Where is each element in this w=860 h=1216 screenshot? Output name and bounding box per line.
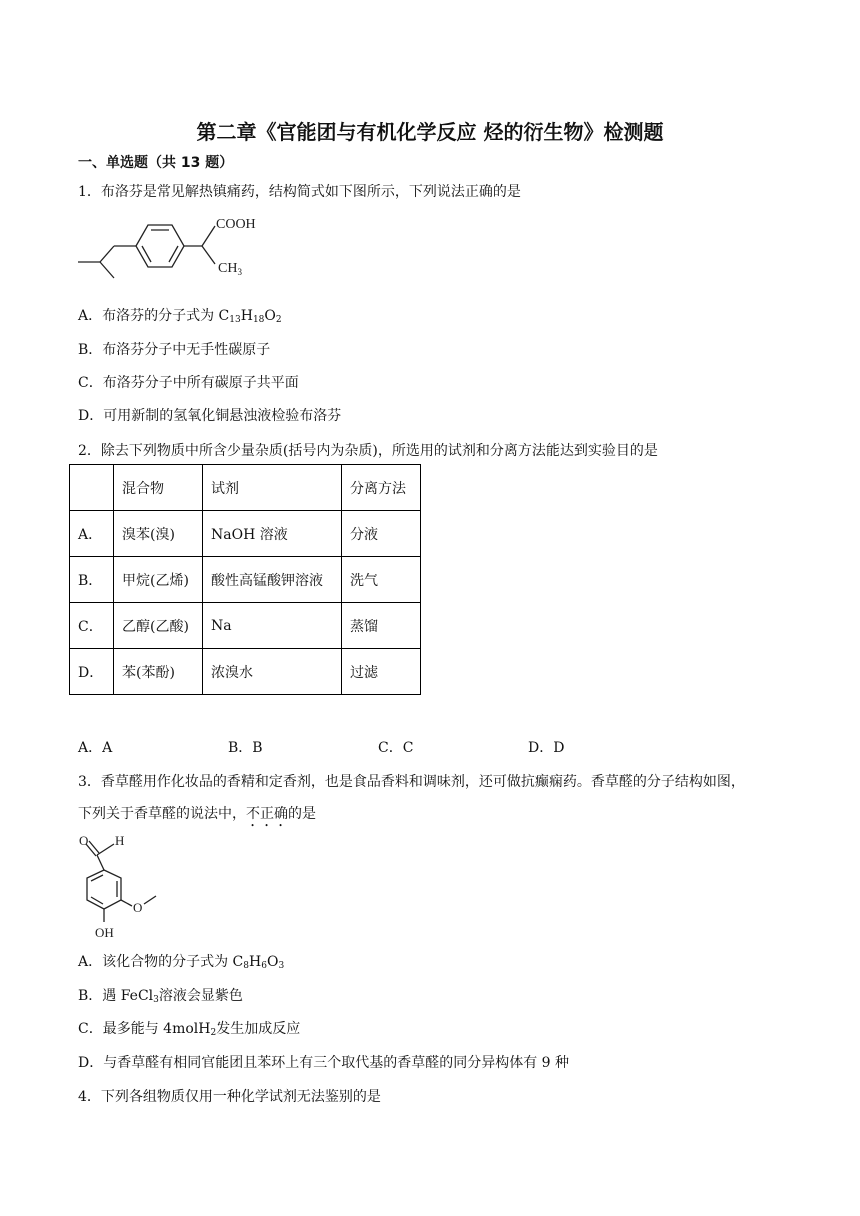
q4-stem: 4．下列各组物质仅用一种化学试剂无法鉴别的是 (78, 1089, 381, 1105)
table-cell: 溴苯(溴) (114, 511, 203, 557)
aldehyde-h-label: H (115, 833, 125, 848)
page-title: 第二章《官能团与有机化学反应 烃的衍生物》检测题 (196, 120, 664, 144)
q1-option-d[interactable]: D．可用新制的氢氧化铜悬浊液检验布洛芬 (78, 408, 342, 424)
table-row (70, 557, 421, 603)
cooh-label: COOH (216, 217, 256, 232)
table-row (70, 603, 421, 649)
table-cell: Na (203, 603, 342, 649)
q2-option-d[interactable]: D．D (528, 740, 565, 756)
table-cell: 蒸馏 (342, 603, 421, 649)
q2-option-b[interactable]: B．B (228, 740, 263, 756)
table-cell: B． (70, 557, 114, 603)
q3-option-d[interactable]: D．与香草醛有相同官能团且苯环上有三个取代基的香草醛的同分异构体有 9 种 (78, 1055, 570, 1071)
q3-option-c[interactable]: C．最多能与 4molH$_2$发生加成反应 (78, 1021, 301, 1038)
emphasis-not-correct: 不正确 (246, 806, 288, 822)
ch3-label: $CH_3$ (218, 261, 242, 277)
table-cell: 分液 (342, 511, 421, 557)
table-cell: D． (70, 649, 114, 695)
aldehyde-o-label: O (79, 833, 89, 848)
methoxy-o-label: O (133, 900, 143, 915)
table-cell: 洗气 (342, 557, 421, 603)
table-cell: 酸性高锰酸钾溶液 (203, 557, 342, 603)
table-cell: 试剂 (203, 465, 342, 511)
table-cell: 甲烷(乙烯) (114, 557, 203, 603)
table-cell (70, 465, 114, 511)
q1-option-c[interactable]: C．布洛芬分子中所有碳原子共平面 (78, 375, 299, 391)
q1-option-a[interactable]: A．布洛芬的分子式为 $C_{13}H_{18}O_2$ (78, 308, 282, 325)
q3-stem-line1: 3．香草醛用作化妆品的香精和定香剂，也是食品香料和调味剂，还可做抗癫痫药。香草醛的分子结构如图， (78, 774, 745, 790)
q3-option-a[interactable]: A．该化合物的分子式为 $C_8H_6O_3$ (78, 954, 285, 971)
section-heading: 一、单选题（共 13 题） (78, 155, 234, 171)
q2-stem: 2．除去下列物质中所含少量杂质(括号内为杂质)，所选用的试剂和分离方法能达到实验目的是 (78, 443, 658, 459)
table-cell: 苯(苯酚) (114, 649, 203, 695)
table-cell: 浓溴水 (203, 649, 342, 695)
table-cell: 过滤 (342, 649, 421, 695)
table-row (70, 511, 421, 557)
q2-table (69, 464, 421, 695)
q1-stem: 1．布洛芬是常见解热镇痛药，结构简式如下图所示，下列说法正确的是 (78, 184, 521, 200)
table-cell: NaOH 溶液 (203, 511, 342, 557)
table-cell: A． (70, 511, 114, 557)
table-cell: 混合物 (114, 465, 203, 511)
q3-option-b[interactable]: B．遇 FeCl$_3$溶液会显紫色 (78, 988, 243, 1005)
q3-stem-line2: 下列关于香草醛的说法中，不正确的是 (78, 806, 316, 822)
ibuprofen-structure (76, 206, 266, 286)
table-header-row (70, 465, 421, 511)
table-row (70, 649, 421, 695)
table-cell: C． (70, 603, 114, 649)
table-cell: 分离方法 (342, 465, 421, 511)
vanillin-structure (74, 830, 164, 942)
q2-option-a[interactable]: A．A (78, 740, 113, 756)
hydroxyl-label: OH (95, 925, 114, 940)
table-cell: 乙醇(乙酸) (114, 603, 203, 649)
q1-option-b[interactable]: B．布洛芬分子中无手性碳原子 (78, 342, 271, 358)
q2-option-c[interactable]: C．C (378, 740, 414, 756)
